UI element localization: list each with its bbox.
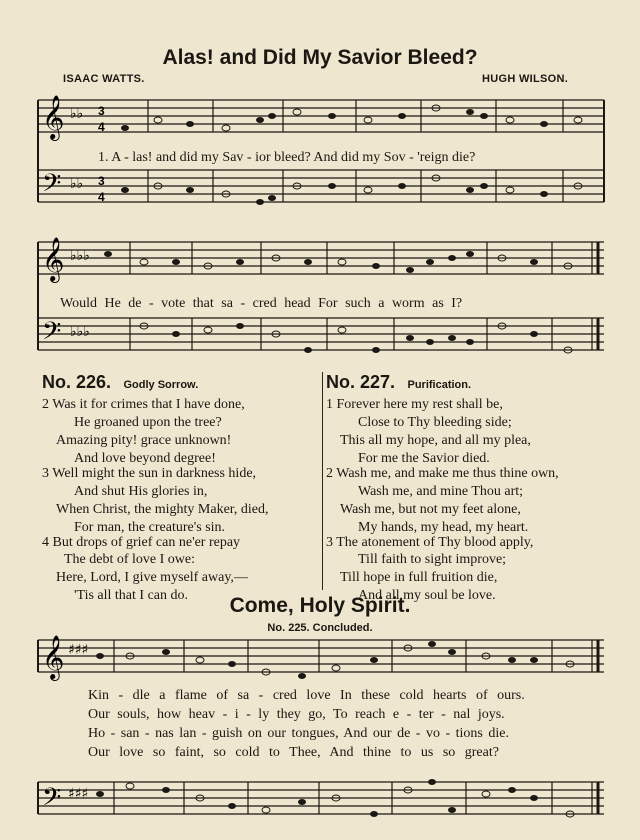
hymn2-title: Come, Holy Spirit. — [229, 594, 411, 617]
hymn2-verse-1: Kin - dle a flame of sa - cred love In these cold hearts of ours. — [88, 688, 525, 703]
music-system-2 — [0, 228, 640, 358]
svg-text:♯♯♯: ♯♯♯ — [68, 642, 89, 658]
svg-text:4: 4 — [98, 190, 105, 204]
verse-line: He groaned upon the tree? — [74, 415, 222, 430]
verse-line: My hands, my head, my heart. — [358, 520, 529, 535]
svg-text:♭♭♭: ♭♭♭ — [70, 324, 90, 340]
stanza-227-number: No. 227. — [326, 372, 396, 392]
svg-text:♭♭: ♭♭ — [70, 106, 84, 122]
verse-line: Amazing pity! grace unknown! — [56, 433, 232, 448]
hymn2-verse-2: Our souls, how heav - i - ly they go, To reach e - ter - nal joys. — [88, 707, 505, 722]
stanza-227-header — [326, 372, 471, 393]
hymn1-lyric-line-1: 1. A - las! and did my Sav - ior bleed? And did my Sov - 'reign die? — [98, 150, 476, 165]
hymn-title: Alas! and Did My Savior Bleed? — [162, 46, 478, 69]
verse-line: And shut His glories in, — [74, 484, 208, 499]
music-system-3-bass — [0, 768, 640, 840]
verse-line: And all my soul be love. — [358, 588, 496, 603]
svg-text:𝄞: 𝄞 — [42, 237, 65, 281]
svg-text:𝄞: 𝄞 — [42, 635, 65, 679]
verse-line: 3 The atonement of Thy blood apply, — [326, 535, 534, 550]
svg-text:♭♭: ♭♭ — [70, 176, 84, 192]
verse-line: 4 But drops of grief can ne'er repay — [42, 535, 241, 550]
verse-line: And love beyond degree! — [74, 451, 216, 466]
verse-line: 2 Wash me, and make me thus thine own, — [326, 466, 559, 481]
verse-line: This all my hope, and all my plea, — [340, 433, 531, 448]
stanza-226-number: No. 226. — [42, 372, 112, 392]
svg-text:3: 3 — [98, 174, 105, 188]
verse-line: Wash me, but not my feet alone, — [340, 502, 521, 517]
verse-line: 2 Was it for crimes that I have done, — [42, 397, 245, 412]
hymn2-verse-3: Ho - san - nas lan - guish on our tongues, And our de - vo - tions die. — [88, 726, 509, 741]
verse-line: Wash me, and mine Thou art; — [358, 484, 524, 499]
hymn2-verse-4: Our love so faint, so cold to Thee, And thine to us so great? — [88, 745, 499, 760]
svg-text:𝄢: 𝄢 — [42, 317, 62, 352]
svg-text:𝄢: 𝄢 — [42, 783, 62, 818]
svg-text:𝄞: 𝄞 — [42, 95, 65, 139]
svg-text:4: 4 — [98, 120, 105, 134]
hymn2-subtitle: No. 225. Concluded. — [267, 622, 373, 634]
verse-line: The debt of love I owe: — [64, 552, 196, 567]
verse-line: 'Tis all that I can do. — [74, 588, 188, 603]
svg-text:♯♯♯: ♯♯♯ — [68, 786, 89, 802]
hymn1-lyric-line-2: Would He de - vote that sa - cred head For such a worm as I? — [60, 296, 463, 311]
verse-line: Here, Lord, I give myself away,— — [56, 570, 248, 585]
verse-line: For man, the creature's sin. — [74, 520, 226, 535]
verse-line: When Christ, the mighty Maker, died, — [56, 502, 269, 517]
verse-line: For me the Savior died. — [358, 451, 490, 466]
svg-text:♭♭♭: ♭♭♭ — [70, 248, 90, 264]
svg-text:𝄢: 𝄢 — [42, 169, 62, 204]
author-credit: ISAAC WATTS. — [63, 73, 145, 85]
verse-line: 3 Well might the sun in darkness hide, — [42, 466, 257, 481]
stanza-226-subtitle: Godly Sorrow. — [123, 379, 199, 391]
verse-line: Till faith to sight improve; — [358, 552, 507, 567]
column-divider — [322, 372, 323, 590]
svg-text:3: 3 — [98, 104, 105, 118]
verse-line: Till hope in full fruition die, — [340, 570, 498, 585]
composer-credit: HUGH WILSON. — [482, 73, 569, 85]
stanza-227-subtitle: Purification. — [407, 379, 472, 391]
verse-line: 1 Forever here my rest shall be, — [326, 397, 503, 412]
verse-line: Close to Thy bleeding side; — [358, 415, 512, 430]
stanza-226-header — [42, 372, 198, 393]
